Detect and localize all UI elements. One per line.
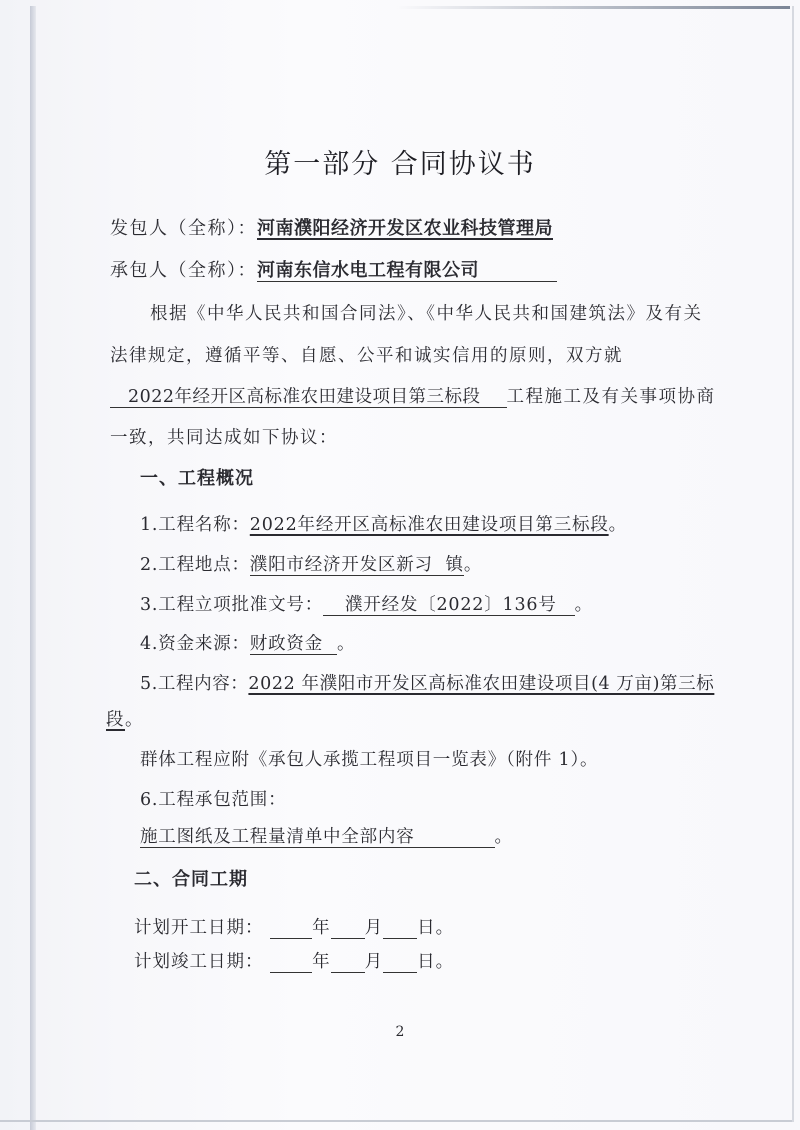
period: 。	[574, 595, 593, 615]
item2-value: 濮阳市经济开发区新习 镇	[249, 555, 464, 575]
period: 。	[608, 515, 627, 535]
item3-value: 濮开经发〔2022〕136号	[323, 595, 575, 616]
preamble-line-2: 法律规定，遵循平等、自愿、公平和诚实信用的原则，双方就	[110, 346, 623, 366]
contractor-label: 承包人（全称）：	[110, 260, 257, 281]
contractor-row	[110, 256, 557, 282]
preamble-line-3-suffix: 工程施工及有关事项协商	[506, 387, 716, 407]
preamble-line-3	[110, 383, 716, 408]
period: 。	[494, 827, 513, 847]
period: 。	[125, 710, 144, 730]
employer-name: 河南濮阳经济开发区农业科技管理局	[257, 218, 553, 239]
item1-label: 1.工程名称：	[140, 515, 250, 535]
scan-edge-top	[395, 6, 790, 9]
employer-row	[110, 214, 553, 240]
item-approval-number	[140, 591, 593, 616]
item4-label: 4.资金来源：	[140, 634, 250, 654]
end-month-field[interactable]	[331, 954, 365, 973]
end-date-label: 计划竣工日期：	[134, 952, 264, 972]
day-label: 日。	[417, 918, 455, 938]
group-project-note: 群体工程应附《承包人承揽工程项目一览表》（附件 1）。	[140, 750, 599, 770]
item5-value-line1: 2022 年濮阳市开发区高标准农田建设项目(4 万亩)第三标	[248, 674, 715, 694]
start-year-field[interactable]	[270, 920, 312, 939]
start-day-field[interactable]	[383, 920, 417, 939]
section-heading-overview: 一、工程概况	[140, 468, 254, 489]
page-title: 第一部分 合同协议书	[264, 149, 536, 180]
item6-value: 施工图纸及工程量清单中全部内容	[140, 827, 495, 848]
item-project-content-cont	[106, 706, 144, 731]
planned-completion-date	[134, 948, 454, 973]
item2-label: 2.工程地点：	[140, 555, 250, 575]
item-funding-source	[140, 630, 355, 655]
item-project-content	[140, 670, 714, 695]
year-label: 年	[312, 952, 331, 972]
year-label: 年	[312, 918, 331, 938]
item5-value-line2: 段	[106, 710, 125, 730]
item-project-location	[140, 551, 482, 576]
scan-edge-bottom	[0, 1120, 792, 1122]
page-number: 2	[395, 1024, 405, 1040]
preamble-line-1: 根据《中华人民共和国合同法》、《中华人民共和国建筑法》及有关	[150, 304, 703, 324]
project-name-underlined: 2022年经开区高标准农田建设项目第三标段	[110, 387, 507, 408]
item3-label: 3.工程立项批准文号：	[140, 595, 323, 615]
item-contract-scope	[140, 823, 513, 848]
start-month-field[interactable]	[331, 920, 365, 939]
start-date-label: 计划开工日期：	[134, 918, 264, 938]
preamble-line-4: 一致，共同达成如下协议：	[110, 428, 338, 448]
contractor-name: 河南东信水电工程有限公司	[257, 260, 557, 282]
item1-value: 2022年经开区高标准农田建设项目第三标段	[249, 515, 609, 535]
section-heading-duration: 二、合同工期	[134, 869, 248, 890]
employer-label: 发包人（全称）：	[110, 218, 257, 239]
item-project-name	[140, 511, 627, 536]
end-year-field[interactable]	[270, 954, 312, 973]
planned-start-date	[134, 914, 454, 939]
period: 。	[337, 634, 356, 654]
end-day-field[interactable]	[383, 954, 417, 973]
item6-label: 6.工程承包范围：	[140, 790, 287, 810]
period: 。	[463, 555, 483, 575]
day-label: 日。	[417, 952, 455, 972]
item4-value: 财政资金	[250, 634, 337, 655]
month-label: 月	[364, 952, 384, 972]
month-label: 月	[364, 918, 384, 938]
item5-label: 5.工程内容：	[140, 674, 249, 694]
